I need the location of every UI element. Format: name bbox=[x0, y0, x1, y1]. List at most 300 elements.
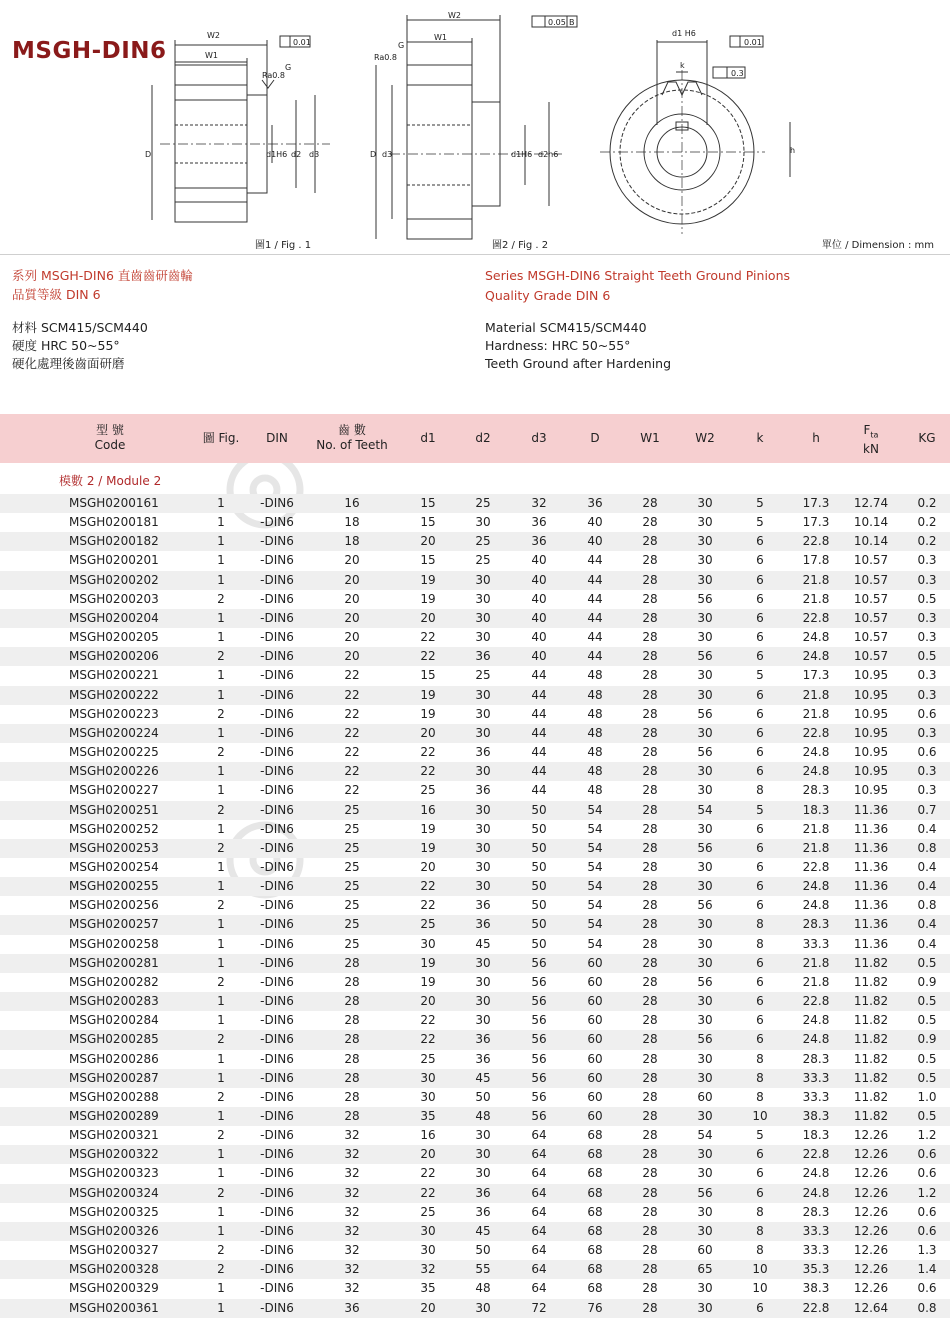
table-row bbox=[0, 896, 950, 915]
cell-fig: 1 bbox=[217, 1109, 225, 1123]
cell-code: MSGH0200224 bbox=[69, 725, 159, 740]
cell-d2: 30 bbox=[475, 1166, 491, 1181]
header-fig: 圖 Fig. bbox=[202, 431, 240, 445]
cell-k: 6 bbox=[756, 879, 764, 894]
cell-w2: 30 bbox=[697, 1013, 713, 1028]
cell-kg: 0.6 bbox=[917, 745, 937, 760]
cell-w2: 30 bbox=[697, 630, 713, 645]
cell-teeth: 32 bbox=[344, 1128, 360, 1143]
cell-k: 6 bbox=[756, 821, 764, 836]
cell-d3: 56 bbox=[531, 1013, 547, 1028]
cell-w1: 28 bbox=[642, 1243, 658, 1258]
cell-w2: 30 bbox=[697, 917, 713, 932]
cell-kg: 0.2 bbox=[917, 515, 937, 530]
cell-h: 21.8 bbox=[802, 955, 830, 970]
cell-din: -DIN6 bbox=[260, 1223, 294, 1238]
cell-h: 21.8 bbox=[802, 687, 830, 702]
cell-d2: 36 bbox=[475, 745, 491, 760]
cell-d1: 22 bbox=[420, 1166, 436, 1181]
cell-k: 8 bbox=[756, 1243, 764, 1258]
cell-code: MSGH0200182 bbox=[69, 534, 159, 549]
cell-d2: 25 bbox=[475, 668, 491, 683]
cell-teeth: 25 bbox=[344, 917, 360, 932]
cell-h: 22.8 bbox=[802, 610, 830, 625]
cell-w2: 56 bbox=[697, 649, 713, 664]
cell-teeth: 28 bbox=[344, 1070, 360, 1085]
cell-w2: 56 bbox=[697, 1185, 713, 1200]
dim-w1-fig2: W1 bbox=[434, 33, 447, 42]
cell-d1: 20 bbox=[420, 859, 436, 874]
cell-d1: 15 bbox=[420, 496, 436, 510]
desc-en-series: Series MSGH-DIN6 Straight Teeth Ground Pinions bbox=[485, 268, 791, 283]
cell-k: 6 bbox=[756, 974, 764, 989]
cell-D: 68 bbox=[587, 1166, 603, 1181]
cell-k: 8 bbox=[756, 936, 764, 951]
cell-d1: 22 bbox=[420, 764, 436, 779]
cell-din: -DIN6 bbox=[260, 898, 294, 913]
cell-fta: 10.95 bbox=[853, 745, 889, 760]
cell-code: MSGH0200257 bbox=[69, 917, 159, 932]
desc-zh-series: 系列 MSGH-DIN6 直齒齒研齒輪 bbox=[12, 268, 193, 283]
cell-h: 24.8 bbox=[802, 1032, 830, 1047]
cell-d3: 64 bbox=[531, 1166, 547, 1181]
cell-fig: 1 bbox=[217, 936, 225, 951]
cell-h: 28.3 bbox=[802, 1204, 830, 1219]
cell-D: 60 bbox=[587, 1051, 603, 1066]
cell-w1: 28 bbox=[642, 515, 658, 530]
cell-teeth: 20 bbox=[344, 610, 360, 625]
cell-kg: 0.4 bbox=[917, 879, 937, 894]
header-teeth: 齒 數 No. of Teeth bbox=[316, 423, 388, 452]
cell-fta: 10.95 bbox=[853, 706, 889, 721]
cell-teeth: 36 bbox=[344, 1300, 360, 1315]
cell-k: 6 bbox=[756, 553, 764, 568]
dim-w1-fig1: W1 bbox=[205, 51, 218, 60]
cell-w2: 30 bbox=[697, 879, 713, 894]
fig3-drawing bbox=[600, 36, 790, 234]
cell-d1: 19 bbox=[420, 821, 436, 836]
dim-d2h6-fig2: d2h6 bbox=[538, 150, 559, 159]
cell-w1: 28 bbox=[642, 955, 658, 970]
cell-fta: 11.82 bbox=[853, 1070, 889, 1085]
cell-d3: 64 bbox=[531, 1262, 547, 1277]
cell-fig: 1 bbox=[217, 553, 225, 568]
cell-kg: 0.3 bbox=[917, 687, 937, 702]
cell-fta: 10.14 bbox=[853, 534, 889, 549]
cell-code: MSGH0200329 bbox=[69, 1281, 159, 1296]
cell-fta: 11.82 bbox=[853, 1051, 889, 1066]
cell-fig: 1 bbox=[217, 610, 225, 625]
cell-d2: 30 bbox=[475, 1300, 491, 1315]
cell-d1: 25 bbox=[420, 1051, 436, 1066]
cell-d1: 15 bbox=[420, 515, 436, 530]
cell-w1: 28 bbox=[642, 1281, 658, 1296]
cell-kg: 0.9 bbox=[917, 1032, 937, 1047]
cell-fta: 10.95 bbox=[853, 764, 889, 779]
cell-k: 6 bbox=[756, 706, 764, 721]
cell-teeth: 22 bbox=[344, 745, 360, 760]
cell-code: MSGH0200161 bbox=[69, 496, 159, 510]
cell-kg: 1.0 bbox=[917, 1089, 937, 1104]
cell-fta: 10.95 bbox=[853, 783, 889, 798]
cell-kg: 0.8 bbox=[917, 898, 937, 913]
cell-fig: 1 bbox=[217, 783, 225, 798]
cell-w1: 28 bbox=[642, 610, 658, 625]
cell-w1: 28 bbox=[642, 687, 658, 702]
cell-d2: 30 bbox=[475, 572, 491, 587]
cell-h: 33.3 bbox=[802, 936, 830, 951]
cell-d3: 56 bbox=[531, 974, 547, 989]
cell-w2: 30 bbox=[697, 668, 713, 683]
cell-h: 21.8 bbox=[802, 591, 830, 606]
desc-en-process: Teeth Ground after Hardening bbox=[485, 356, 672, 371]
fig2-drawing bbox=[376, 15, 577, 239]
cell-w2: 30 bbox=[697, 534, 713, 549]
dim-d-fig1: D bbox=[145, 150, 152, 159]
cell-d1: 22 bbox=[420, 630, 436, 645]
cell-k: 8 bbox=[756, 1223, 764, 1238]
cell-d2: 25 bbox=[475, 496, 491, 510]
cell-d1: 30 bbox=[420, 1223, 436, 1238]
cell-fta: 11.82 bbox=[853, 1109, 889, 1123]
table-row bbox=[0, 1222, 950, 1241]
cell-d2: 30 bbox=[475, 821, 491, 836]
cell-D: 68 bbox=[587, 1243, 603, 1258]
cell-kg: 0.5 bbox=[917, 649, 937, 664]
cell-fig: 2 bbox=[217, 1185, 225, 1200]
cell-d1: 20 bbox=[420, 994, 436, 1009]
table-row bbox=[0, 935, 950, 954]
desc-en-hardness: Hardness: HRC 50~55° bbox=[485, 338, 631, 353]
cell-D: 44 bbox=[587, 591, 603, 606]
cell-code: MSGH0200325 bbox=[69, 1204, 159, 1219]
cell-h: 24.8 bbox=[802, 1013, 830, 1028]
cell-h: 18.3 bbox=[802, 1128, 830, 1143]
cell-D: 60 bbox=[587, 994, 603, 1009]
cell-d1: 19 bbox=[420, 687, 436, 702]
tol3-fig3: 0.3 bbox=[731, 69, 744, 78]
cell-d3: 32 bbox=[531, 496, 547, 510]
table-row bbox=[0, 494, 950, 513]
cell-teeth: 18 bbox=[344, 515, 360, 530]
cell-d1: 19 bbox=[420, 974, 436, 989]
technical-drawings bbox=[0, 0, 950, 255]
dim-d1-fig3: d1 H6 bbox=[672, 29, 696, 38]
dim-w2-fig1: W2 bbox=[207, 31, 220, 40]
cell-fig: 2 bbox=[217, 1243, 225, 1258]
cell-w1: 28 bbox=[642, 649, 658, 664]
cell-fig: 1 bbox=[217, 955, 225, 970]
cell-fig: 2 bbox=[217, 591, 225, 606]
cell-d3: 56 bbox=[531, 1051, 547, 1066]
cell-d2: 55 bbox=[475, 1262, 491, 1277]
cell-din: -DIN6 bbox=[260, 1262, 294, 1277]
cell-fta: 10.57 bbox=[853, 649, 889, 664]
cell-k: 6 bbox=[756, 630, 764, 645]
table-row bbox=[0, 820, 950, 839]
cell-kg: 0.5 bbox=[917, 955, 937, 970]
table-row bbox=[0, 609, 950, 628]
cell-d2: 45 bbox=[475, 936, 491, 951]
cell-w2: 54 bbox=[697, 802, 713, 817]
cell-w2: 30 bbox=[697, 1300, 713, 1315]
cell-k: 5 bbox=[756, 668, 764, 683]
table-row bbox=[0, 628, 950, 647]
cell-teeth: 20 bbox=[344, 553, 360, 568]
cell-din: -DIN6 bbox=[260, 859, 294, 874]
cell-fig: 1 bbox=[217, 1147, 225, 1162]
cell-D: 68 bbox=[587, 1147, 603, 1162]
cell-fig: 1 bbox=[217, 821, 225, 836]
cell-kg: 0.3 bbox=[917, 610, 937, 625]
cell-k: 6 bbox=[756, 745, 764, 760]
cell-din: -DIN6 bbox=[260, 1185, 294, 1200]
cell-d1: 30 bbox=[420, 1070, 436, 1085]
cell-d3: 56 bbox=[531, 1070, 547, 1085]
cell-fig: 1 bbox=[217, 630, 225, 645]
dim-d-fig2: D bbox=[370, 150, 377, 159]
cell-kg: 0.5 bbox=[917, 1013, 937, 1028]
cell-din: -DIN6 bbox=[260, 1300, 294, 1315]
cell-k: 5 bbox=[756, 515, 764, 530]
cell-kg: 0.5 bbox=[917, 591, 937, 606]
cell-d3: 50 bbox=[531, 821, 547, 836]
cell-D: 54 bbox=[587, 936, 603, 951]
cell-d2: 36 bbox=[475, 783, 491, 798]
cell-code: MSGH0200322 bbox=[69, 1147, 159, 1162]
cell-code: MSGH0200258 bbox=[69, 936, 159, 951]
cell-d2: 30 bbox=[475, 515, 491, 530]
cell-fta: 12.26 bbox=[853, 1128, 889, 1143]
cell-fig: 1 bbox=[217, 1204, 225, 1219]
cell-fta: 11.82 bbox=[853, 1013, 889, 1028]
cell-din: -DIN6 bbox=[260, 1032, 294, 1047]
cell-h: 17.8 bbox=[802, 553, 830, 568]
cell-d2: 30 bbox=[475, 687, 491, 702]
cell-kg: 0.6 bbox=[917, 1281, 937, 1296]
cell-d1: 19 bbox=[420, 591, 436, 606]
desc-zh-process: 硬化處理後齒面研磨 bbox=[12, 356, 125, 371]
cell-d3: 50 bbox=[531, 859, 547, 874]
cell-din: -DIN6 bbox=[260, 725, 294, 740]
cell-code: MSGH0200253 bbox=[69, 840, 159, 855]
cell-d3: 44 bbox=[531, 668, 547, 683]
table-row bbox=[0, 762, 950, 781]
cell-din: -DIN6 bbox=[260, 1109, 294, 1123]
dim-g-fig2: G bbox=[398, 41, 405, 50]
cell-D: 54 bbox=[587, 821, 603, 836]
table-row bbox=[0, 1279, 950, 1298]
cell-w2: 30 bbox=[697, 783, 713, 798]
cell-k: 6 bbox=[756, 1147, 764, 1162]
cell-w2: 56 bbox=[697, 745, 713, 760]
cell-fta: 11.82 bbox=[853, 974, 889, 989]
cell-d3: 44 bbox=[531, 764, 547, 779]
cell-kg: 0.5 bbox=[917, 1109, 937, 1123]
cell-din: -DIN6 bbox=[260, 840, 294, 855]
cell-kg: 1.3 bbox=[917, 1243, 937, 1258]
cell-w2: 30 bbox=[697, 1281, 713, 1296]
cell-teeth: 25 bbox=[344, 898, 360, 913]
cell-w2: 30 bbox=[697, 936, 713, 951]
cell-k: 6 bbox=[756, 1300, 764, 1315]
dim-k-fig3: k bbox=[680, 61, 685, 70]
cell-w2: 56 bbox=[697, 898, 713, 913]
cell-fta: 10.57 bbox=[853, 610, 889, 625]
cell-teeth: 25 bbox=[344, 840, 360, 855]
cell-D: 60 bbox=[587, 1089, 603, 1104]
cell-d2: 30 bbox=[475, 955, 491, 970]
cell-din: -DIN6 bbox=[260, 821, 294, 836]
cell-w1: 28 bbox=[642, 764, 658, 779]
cell-k: 6 bbox=[756, 955, 764, 970]
cell-din: -DIN6 bbox=[260, 1204, 294, 1219]
cell-w2: 54 bbox=[697, 1128, 713, 1143]
cell-fig: 1 bbox=[217, 1051, 225, 1066]
cell-k: 10 bbox=[752, 1281, 768, 1296]
table-row bbox=[0, 743, 950, 762]
cell-fta: 11.82 bbox=[853, 1032, 889, 1047]
table-row bbox=[0, 1203, 950, 1222]
cell-din: -DIN6 bbox=[260, 994, 294, 1009]
cell-kg: 0.3 bbox=[917, 668, 937, 683]
cell-fig: 2 bbox=[217, 1128, 225, 1143]
cell-fig: 1 bbox=[217, 1166, 225, 1181]
cell-w1: 28 bbox=[642, 591, 658, 606]
cell-code: MSGH0200221 bbox=[69, 668, 159, 683]
header-fta: $F_{ta}$ kN bbox=[863, 423, 879, 457]
cell-h: 28.3 bbox=[802, 1051, 830, 1066]
cell-k: 6 bbox=[756, 1185, 764, 1200]
cell-k: 8 bbox=[756, 1051, 764, 1066]
cell-d3: 64 bbox=[531, 1128, 547, 1143]
cell-fig: 2 bbox=[217, 974, 225, 989]
module-label: 模數 2 / Module 2 bbox=[59, 474, 162, 488]
cell-fta: 11.36 bbox=[853, 898, 889, 913]
cell-kg: 0.3 bbox=[917, 725, 937, 740]
cell-d2: 36 bbox=[475, 917, 491, 932]
cell-d2: 30 bbox=[475, 1147, 491, 1162]
cell-kg: 1.2 bbox=[917, 1185, 937, 1200]
cell-fta: 12.74 bbox=[853, 496, 889, 510]
cell-fta: 11.36 bbox=[853, 917, 889, 932]
cell-fta: 10.14 bbox=[853, 515, 889, 530]
cell-fig: 2 bbox=[217, 802, 225, 817]
cell-d3: 44 bbox=[531, 706, 547, 721]
desc-en-grade: Quality Grade DIN 6 bbox=[485, 288, 611, 303]
cell-d1: 22 bbox=[420, 1013, 436, 1028]
cell-d3: 44 bbox=[531, 687, 547, 702]
cell-kg: 0.5 bbox=[917, 994, 937, 1009]
cell-d1: 22 bbox=[420, 745, 436, 760]
cell-h: 24.8 bbox=[802, 1166, 830, 1181]
cell-D: 60 bbox=[587, 1109, 603, 1123]
cell-d2: 45 bbox=[475, 1070, 491, 1085]
cell-teeth: 25 bbox=[344, 936, 360, 951]
cell-d1: 16 bbox=[420, 1128, 436, 1143]
cell-d1: 19 bbox=[420, 955, 436, 970]
cell-din: -DIN6 bbox=[260, 955, 294, 970]
cell-h: 22.8 bbox=[802, 1147, 830, 1162]
cell-code: MSGH0200326 bbox=[69, 1223, 159, 1238]
cell-fta: 10.57 bbox=[853, 591, 889, 606]
cell-h: 21.8 bbox=[802, 840, 830, 855]
cell-w1: 28 bbox=[642, 802, 658, 817]
cell-teeth: 16 bbox=[344, 496, 360, 510]
cell-d2: 30 bbox=[475, 840, 491, 855]
cell-d1: 20 bbox=[420, 1300, 436, 1315]
cell-D: 48 bbox=[587, 764, 603, 779]
cell-w1: 28 bbox=[642, 936, 658, 951]
cell-d3: 64 bbox=[531, 1204, 547, 1219]
cell-d1: 22 bbox=[420, 1032, 436, 1047]
cell-w2: 56 bbox=[697, 591, 713, 606]
tol-ref-fig2: B bbox=[569, 18, 575, 27]
cell-d2: 50 bbox=[475, 1243, 491, 1258]
cell-k: 6 bbox=[756, 898, 764, 913]
cell-teeth: 20 bbox=[344, 572, 360, 587]
cell-d3: 64 bbox=[531, 1185, 547, 1200]
table-row bbox=[0, 647, 950, 666]
cell-d3: 40 bbox=[531, 572, 547, 587]
cell-k: 6 bbox=[756, 1166, 764, 1181]
table-body bbox=[0, 494, 950, 1318]
cell-w2: 30 bbox=[697, 572, 713, 587]
cell-w2: 56 bbox=[697, 840, 713, 855]
cell-w2: 60 bbox=[697, 1089, 713, 1104]
cell-d3: 44 bbox=[531, 745, 547, 760]
cell-teeth: 32 bbox=[344, 1223, 360, 1238]
cell-teeth: 28 bbox=[344, 1089, 360, 1104]
cell-code: MSGH0200203 bbox=[69, 591, 159, 606]
cell-code: MSGH0200222 bbox=[69, 687, 159, 702]
cell-D: 76 bbox=[587, 1300, 603, 1315]
cell-w1: 28 bbox=[642, 974, 658, 989]
cell-h: 22.8 bbox=[802, 859, 830, 874]
dim-w2-fig2: W2 bbox=[448, 11, 461, 20]
cell-din: -DIN6 bbox=[260, 974, 294, 989]
cell-w1: 28 bbox=[642, 859, 658, 874]
cell-d2: 36 bbox=[475, 1051, 491, 1066]
cell-kg: 0.6 bbox=[917, 706, 937, 721]
cell-D: 68 bbox=[587, 1262, 603, 1277]
dim-g-fig1: G bbox=[285, 63, 292, 72]
cell-d1: 19 bbox=[420, 840, 436, 855]
cell-din: -DIN6 bbox=[260, 1147, 294, 1162]
cell-kg: 0.8 bbox=[917, 1300, 937, 1315]
cell-d1: 25 bbox=[420, 1204, 436, 1219]
cell-kg: 0.8 bbox=[917, 840, 937, 855]
cell-din: -DIN6 bbox=[260, 534, 294, 549]
cell-D: 44 bbox=[587, 572, 603, 587]
table-row bbox=[0, 513, 950, 532]
cell-din: -DIN6 bbox=[260, 783, 294, 798]
cell-w2: 60 bbox=[697, 1243, 713, 1258]
cell-teeth: 25 bbox=[344, 821, 360, 836]
cell-kg: 0.7 bbox=[917, 802, 937, 817]
cell-din: -DIN6 bbox=[260, 1243, 294, 1258]
cell-D: 40 bbox=[587, 534, 603, 549]
cell-h: 22.8 bbox=[802, 534, 830, 549]
cell-D: 48 bbox=[587, 745, 603, 760]
cell-k: 8 bbox=[756, 917, 764, 932]
cell-fig: 1 bbox=[217, 668, 225, 683]
cell-h: 22.8 bbox=[802, 994, 830, 1009]
cell-k: 6 bbox=[756, 687, 764, 702]
cell-teeth: 25 bbox=[344, 802, 360, 817]
cell-d3: 72 bbox=[531, 1300, 547, 1315]
cell-d3: 50 bbox=[531, 840, 547, 855]
